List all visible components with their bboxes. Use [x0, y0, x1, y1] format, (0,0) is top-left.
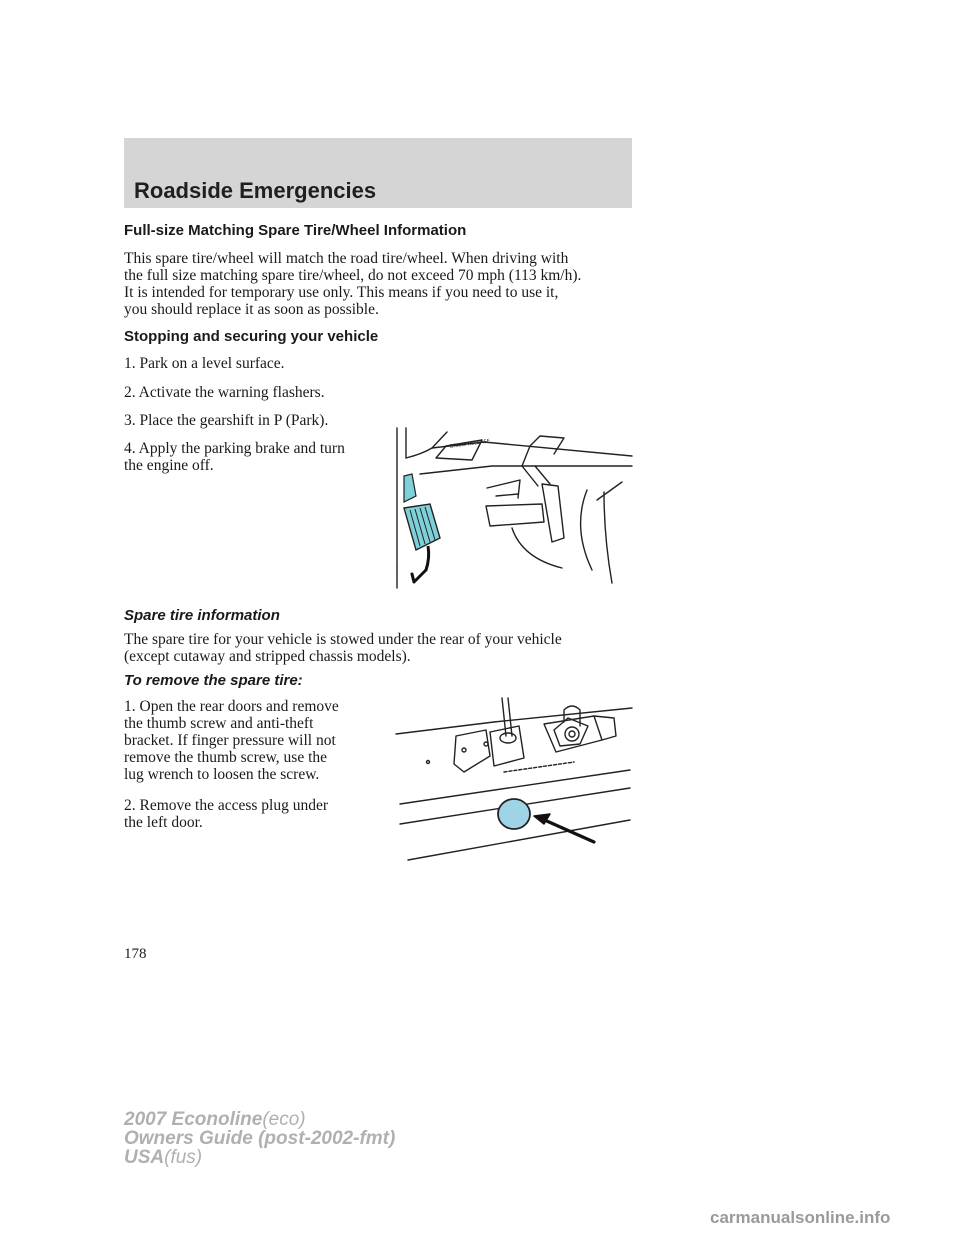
remove-step-1	[124, 698, 379, 783]
spare-tire-paragraph	[124, 631, 629, 665]
text-line: lug wrench to loosen the screw.	[124, 766, 320, 783]
brake-release-label: BRAKE RELEASE	[449, 438, 491, 450]
step-4	[124, 440, 379, 474]
parking-brake-illustration	[392, 418, 634, 590]
section-heading-spare-tire-info: Spare tire information	[124, 607, 280, 624]
text-line: The spare tire for your vehicle is stowed under the rear of your vehicle	[124, 631, 562, 648]
text-line: the thumb screw and anti-theft	[124, 715, 314, 732]
text-line: remove the thumb screw, use the	[124, 749, 328, 766]
footer-market: USA	[124, 1147, 165, 1168]
page-number: 178	[124, 946, 147, 962]
footer-line-1	[124, 1110, 395, 1129]
step-3: 3. Place the gearshift in P (Park).	[124, 412, 329, 429]
step-2: 2. Activate the warning flashers.	[124, 384, 325, 401]
footer-model: 2007 Econoline	[124, 1109, 263, 1130]
access-plug-illustration	[394, 692, 634, 864]
remove-step-2	[124, 797, 379, 831]
text-line: you should replace it as soon as possible.	[124, 301, 379, 318]
footer-line-2: Owners Guide (post-2002-fmt)	[124, 1128, 396, 1149]
spare-info-paragraph	[124, 250, 629, 318]
document-footer	[124, 1110, 395, 1167]
watermark: carmanualsonline.info	[710, 1208, 891, 1227]
section-heading-spare-info: Full-size Matching Spare Tire/Wheel Information	[124, 222, 467, 239]
section-heading-stopping: Stopping and securing your vehicle	[124, 328, 379, 345]
text-line: It is intended for temporary use only. This means if you need to use it,	[124, 284, 559, 301]
section-heading-remove-spare: To remove the spare tire:	[124, 672, 303, 689]
text-line: 2. Remove the access plug under	[124, 797, 329, 814]
footer-line-3	[124, 1148, 395, 1167]
text-line: the left door.	[124, 814, 203, 831]
step-1: 1. Park on a level surface.	[124, 355, 285, 372]
footer-model-code: (eco)	[262, 1109, 306, 1130]
page-title: Roadside Emergencies	[134, 178, 377, 203]
text-line: 4. Apply the parking brake and turn	[124, 440, 345, 457]
text-line: (except cutaway and stripped chassis models).	[124, 648, 411, 665]
footer-market-code: (fus)	[164, 1147, 203, 1168]
text-line: the full size matching spare tire/wheel, do not exceed 70 mph (113 km/h).	[124, 267, 582, 284]
text-line: bracket. If finger pressure will not	[124, 732, 336, 749]
text-line: This spare tire/wheel will match the road tire/wheel. When driving with	[124, 250, 569, 267]
text-line: 1. Open the rear doors and remove	[124, 698, 339, 715]
text-line: the engine off.	[124, 457, 214, 474]
